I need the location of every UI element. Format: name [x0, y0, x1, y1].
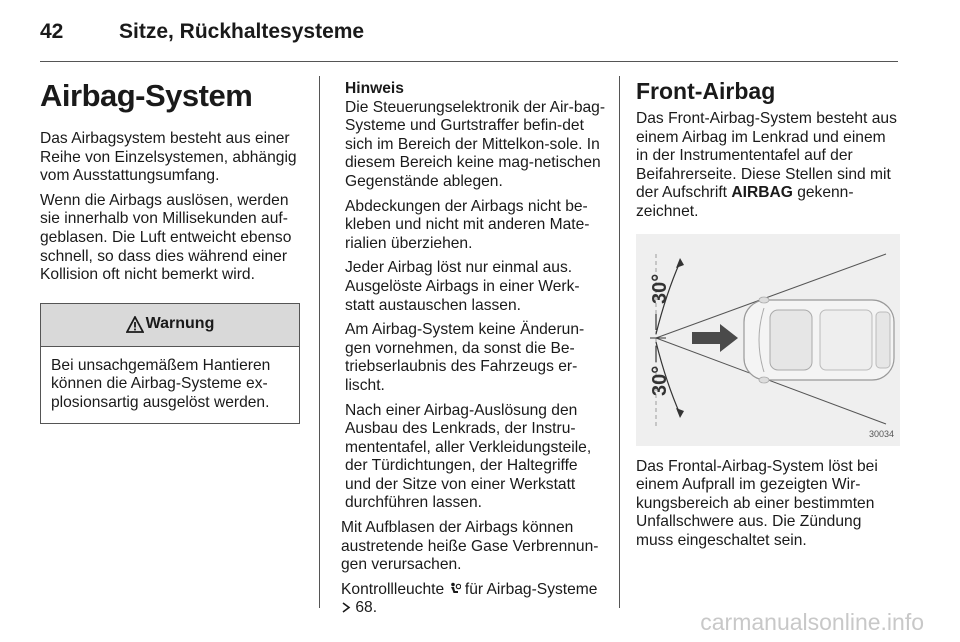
page-number: 42	[40, 20, 64, 43]
front-airbag-text: Das Front-Airbag-System besteht aus einem Airbag im Lenkrad und einem in der Instrumententafel auf der Beifahrerseite. Diese Stellen sind mit der Aufschrift	[636, 110, 897, 202]
column-divider-2	[619, 76, 620, 608]
header-rule	[40, 61, 898, 62]
airbag-keyword: AIRBAG	[731, 184, 793, 202]
reference-page: 68.	[355, 599, 378, 617]
note-item: Die Steuerungselektronik der Air-bag-Systeme und Gurtstraffer befin-det sich im Bereich der Mittelkon-sole. In diesem Bereich keine mag-netischen Gegenstände ablegen.	[345, 98, 606, 190]
warning-text: Bei unsachgemäßem Hantieren können die Airbag-Systeme ex-plosionsartig ausgelöst werden.	[51, 356, 271, 411]
column-divider-1	[319, 76, 320, 608]
front-airbag-paragraph	[636, 110, 902, 222]
front-airbag-text-end: gekenn-zeichnet.	[636, 184, 854, 220]
note-item: Nach einer Airbag-Auslösung den Ausbau des Lenkrads, der Instru-mententafel, aller Verkleidungsteile, der Türdichtungen, der Haltegriffe und der Sitze von einer Werkstatt durchführen lassen.	[345, 401, 592, 512]
airbag-deployment-figure	[636, 234, 900, 446]
front-airbag-heading: Front-Airbag	[636, 78, 776, 104]
deployment-paragraph: Wenn die Airbags auslösen, werden sie innerhalb von Millisekunden auf-geblasen. Die Luft entweicht ebenso schnell, so dass dies während einer Kollision oft nicht bemerkt wird.	[40, 191, 292, 284]
airbag-warning-lamp-icon	[449, 582, 461, 596]
figure-code: 30034	[868, 428, 894, 439]
page-header	[0, 0, 960, 62]
warning-lamp-paragraph	[341, 581, 607, 618]
lamp-suffix: für Airbag-Systeme	[464, 580, 598, 598]
watermark: carmanualsonline.info	[700, 609, 924, 635]
page-reference-icon	[341, 602, 351, 613]
warning-triangle-icon	[126, 316, 144, 333]
note-item: Abdeckungen der Airbags nicht be-kleben und nicht mit anderen Mate-rialien überziehen.	[345, 197, 590, 252]
intro-paragraph: Das Airbagsystem besteht aus einer Reihe von Einzelsystemen, abhängig vom Ausstattungsumfang.	[40, 130, 297, 185]
deployment-zone-paragraph: Das Frontal-Airbag-System löst bei einem Aufprall im gezeigten Wir-kungsbereich ab einer bestimmten Unfallschwere aus. Die Zündung muss eingeschaltet sein.	[636, 457, 878, 549]
angle-label-bottom: 30°	[649, 365, 671, 396]
note-body	[345, 99, 607, 513]
middle-column	[341, 80, 607, 624]
note-item: Jeder Airbag löst nur einmal aus. Ausgelöste Airbags in einer Werk-statt austauschen lassen.	[345, 259, 580, 314]
note-item: Am Airbag-System keine Änderun-gen vornehmen, da sonst die Be-triebserlaubnis des Fahrzeugs er-lischt.	[345, 321, 585, 394]
warning-header	[41, 304, 299, 347]
airbag-system-heading: Airbag-System	[40, 78, 253, 113]
right-column	[636, 74, 902, 557]
warning-title: Warnung	[145, 315, 215, 333]
lamp-text: Kontrollleuchte	[341, 580, 445, 598]
left-column	[40, 74, 306, 424]
angle-label-top: 30°	[649, 273, 671, 304]
warning-box	[40, 303, 300, 424]
section-title: Sitze, Rückhaltesysteme	[119, 20, 365, 43]
car-top-view-icon	[744, 297, 894, 383]
note-title: Hinweis	[345, 80, 404, 97]
hot-gases-paragraph: Mit Aufblasen der Airbags können austretende heiße Gase Verbrennun-gen verursachen.	[341, 519, 599, 574]
front-airbag-diagram	[636, 234, 900, 446]
